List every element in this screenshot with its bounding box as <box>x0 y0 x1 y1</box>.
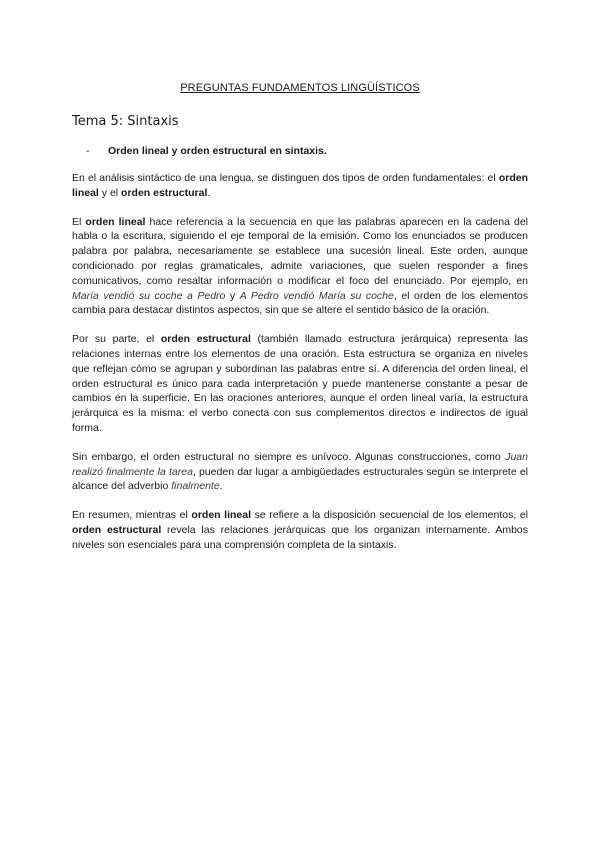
paragraph-summary <box>72 508 528 552</box>
paragraph-structural-order <box>72 332 528 436</box>
text: En el análisis sintáctico de una lengua, se distinguen dos tipos de orden fundamentales: el <box>72 172 499 184</box>
document-page <box>72 82 528 567</box>
paragraph-linear-order <box>72 215 528 319</box>
bold-term: orden estructural <box>72 523 162 536</box>
bullet-dash: - <box>86 145 90 157</box>
example-italic: A Pedro vendió María su coche <box>239 289 394 302</box>
section-heading: Orden lineal y orden estructural en sintaxis. <box>108 145 327 157</box>
example-italic: finalmente <box>171 480 220 493</box>
bold-term: orden estructural <box>160 333 251 346</box>
text: y el <box>98 186 122 199</box>
text: . <box>219 480 223 493</box>
bold-term: orden estructural <box>121 186 208 199</box>
section-bullet <box>86 145 528 157</box>
text: , pueden dar lugar a ambigüedades estructurales según se interprete el alcance del adverbio <box>72 465 528 493</box>
text: (también llamado estructura jerárquica) representa las relaciones internas entre los elementos de una oración. Esta estructura se organiza en niveles que reflejan cómo se agrupan y subordinan las palabras entre sí. A diferencia del orden lineal, el orden estructural es único para cada interpretación y puede mantenerse constante a pesar de cambios en la superficie. En las oraciones anteriores, aunque el orden lineal varía, la estructura jerárquica es la misma: el verbo conecta con sus complementos directos e indirectos de igual forma. <box>72 333 528 434</box>
bold-term: orden lineal <box>85 215 146 228</box>
text: En resumen, mientras el <box>72 509 192 522</box>
paragraph-intro <box>72 171 528 201</box>
text: se refiere a la disposición secuencial de los elementos, el <box>251 509 529 522</box>
text: , el orden de los elementos cambia para destacar distintos aspectos, sin que se altere el sentido básico de la oración. <box>72 289 529 317</box>
example-italic: Juan realizó finalmente la tarea <box>72 450 528 478</box>
text: El <box>72 215 86 228</box>
text: . <box>207 186 211 199</box>
bold-term: orden lineal <box>191 509 252 522</box>
text: Por su parte, el <box>72 333 161 346</box>
topic-heading: Tema 5: Sintaxis <box>72 114 179 129</box>
document-title: PREGUNTAS FUNDAMENTOS LINGÜÍSTICOS <box>180 82 420 94</box>
bold-term: orden lineal <box>72 172 528 199</box>
text: revela las relaciones jerárquicas que los organizan internamente. Ambos niveles son esenciales para una comprensión completa de la sintaxis. <box>72 523 528 551</box>
text: Sin embargo, el orden estructural no siempre es unívoco. Algunas construcciones, como <box>72 450 506 463</box>
text: hace referencia a la secuencia en que las palabras aparecen en la cadena del habla o la escritura, siguiendo el eje temporal de la emisión. Como los enunciados se producen palabra por palabra, necesariamente se establece una sucesión lineal. Este orden, aunque condicionado por reglas gramaticales, admite variaciones, que suelen responder a fines comunicativos, como resaltar información o modificar el foco del enunciado. Por ejemplo, en <box>72 215 528 287</box>
example-italic: María vendió su coche a Pedro <box>72 289 226 302</box>
text: y <box>225 289 240 302</box>
paragraph-ambiguity <box>72 450 528 494</box>
